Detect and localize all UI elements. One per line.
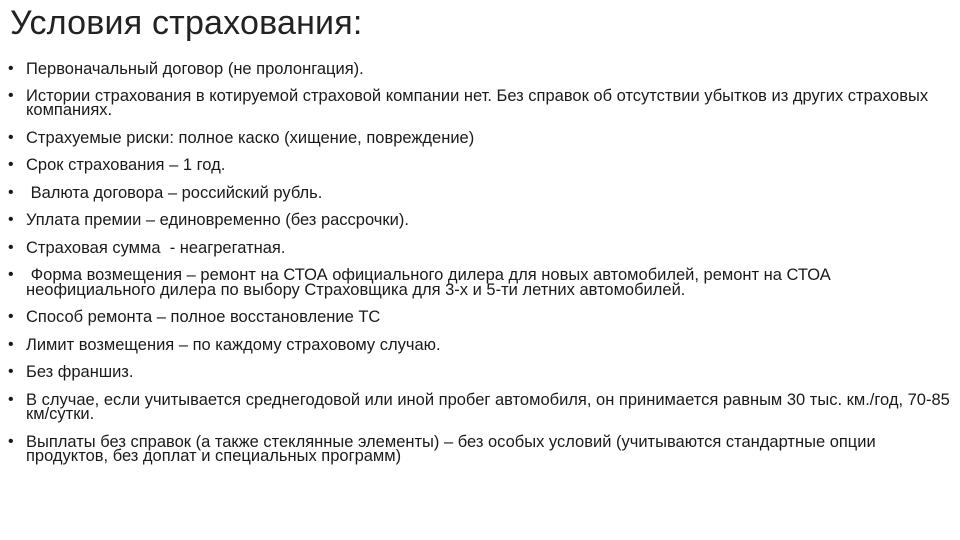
list-item (6, 310, 950, 325)
list-item (6, 335, 950, 354)
bullet-icon: • (8, 335, 14, 353)
list-item-text: Форма возмещения – ремонт на СТОА официального дилера для новых автомобилей, ремонт на СТОА неофициального дилера по выбору Страховщика для 3-х и 5-ти летних автомобилей. (26, 266, 836, 299)
bullet-icon: • (8, 308, 14, 325)
bullet-icon: • (8, 60, 14, 77)
list-item-text: Валюта договора – российский рубль. (26, 183, 323, 202)
bullet-icon: • (8, 266, 14, 283)
conditions-list (6, 56, 950, 464)
list-item-text: Срок страхования – 1 год. (26, 156, 226, 174)
list-item (6, 390, 950, 423)
list-item (6, 213, 950, 228)
list-item-text: Страховая сумма - неагрегатная. (26, 238, 286, 257)
bullet-icon: • (8, 86, 14, 104)
list-item (6, 365, 950, 380)
list-item-text: В случае, если учитывается среднегодовой или иной пробег автомобиля, он принимается равным 30 тыс. км./год, 70-85 км/сутки. (26, 390, 950, 423)
list-item-text: Истории страхования в котируемой страховой компании нет. Без справок об отсутствии убытков из других страховых компаниях. (26, 86, 929, 119)
bullet-icon: • (8, 363, 14, 380)
list-item-text: Лимит возмещения – по каждому страховому случаю. (26, 335, 441, 354)
list-item (6, 158, 950, 173)
bullet-icon: • (8, 211, 14, 228)
bullet-icon: • (8, 128, 14, 146)
bullet-icon: • (8, 432, 14, 450)
list-item (6, 62, 950, 77)
list-item (6, 432, 950, 465)
list-item (6, 183, 950, 202)
list-item (6, 86, 950, 119)
list-item (6, 238, 950, 257)
slide-title: Условия страхования: (10, 4, 363, 42)
list-item-text: Способ ремонта – полное восстановление ТС (26, 308, 381, 326)
list-item-text: Страхуемые риски: полное каско (хищение, повреждение) (26, 128, 475, 147)
bullet-icon: • (8, 183, 14, 201)
list-item-text: Без франшиз. (26, 363, 134, 381)
bullet-icon: • (8, 238, 14, 256)
list-item (6, 268, 950, 297)
bullet-icon: • (8, 156, 14, 173)
list-item-text: Выплаты без справок (а также стеклянные элементы) – без особых условий (учитываются стандартные опции продуктов, без доплат и специальных программ) (26, 432, 876, 465)
list-item (6, 128, 950, 147)
list-item-text: Уплата премии – единовременно (без рассрочки). (26, 211, 409, 229)
list-item-text: Первоначальный договор (не пролонгация). (26, 60, 364, 78)
bullet-icon: • (8, 390, 14, 408)
